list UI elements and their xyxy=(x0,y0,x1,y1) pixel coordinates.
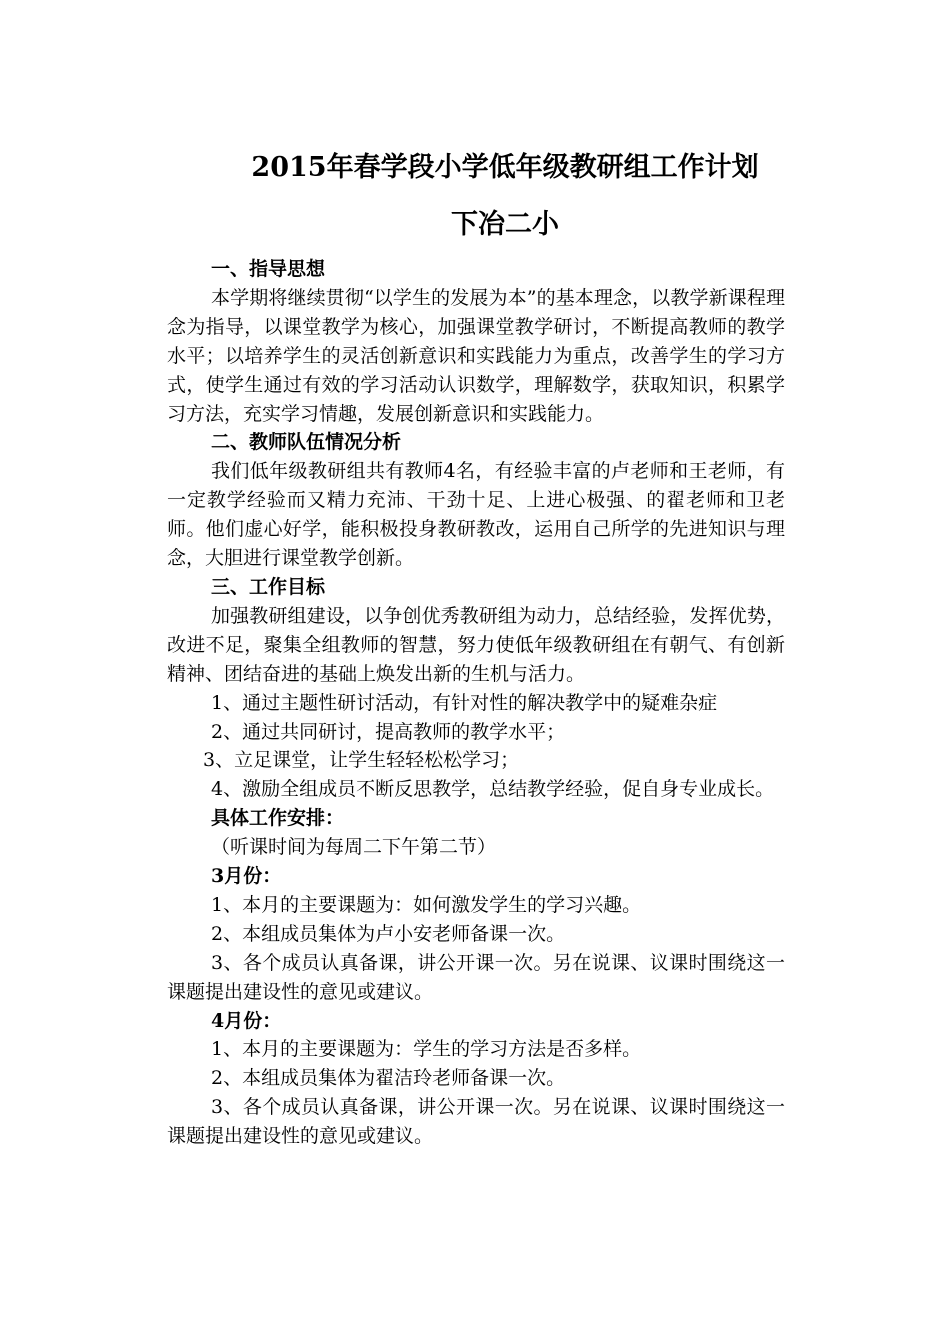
document-body xyxy=(167,255,785,1151)
document-title: 2015年春学段小学低年级教研组工作计划 xyxy=(251,152,759,183)
goal-item-2: 2、通过共同研讨，提高教师的教学水平； xyxy=(211,720,566,743)
paragraph-teacher-analysis: 我们低年级教研组共有教师4名，有经验丰富的卢老师和王老师，有一定教学经验而又精力充沛、干劲十足、上进心极强、的翟老师和卫老师。他们虚心好学，能积极投身教研教改，运用自己所学的先进知识与理念，大胆进行课堂教学创新。 xyxy=(167,460,785,570)
goal-item-1: 1、通过主题性研讨活动，有针对性的解决教学中的疑难杂症 xyxy=(211,691,718,714)
section-heading-march: 3月份： xyxy=(211,865,282,888)
march-item-2: 2、本组成员集体为卢小安老师备课一次。 xyxy=(211,922,566,945)
section-heading-guiding-thought: 一、指导思想 xyxy=(211,258,326,280)
document-subtitle: 下冶二小 xyxy=(451,209,559,240)
goal-item-3: 3、立足课堂，让学生轻轻松松学习； xyxy=(203,749,520,772)
goal-item-4: 4、激励全组成员不断反思教学，总结教学经验，促自身专业成长。 xyxy=(211,778,775,801)
schedule-note: （听课时间为每周二下午第二节） xyxy=(211,836,497,859)
march-item-3: 3、各个成员认真备课，讲公开课一次。另在说课、议课时围绕这一课题提出建设性的意见或建议。 xyxy=(167,951,785,1003)
paragraph-work-goals: 加强教研组建设，以争创优秀教研组为动力，总结经验，发挥优势，改进不足，聚集全组教师的智慧，努力使低年级教研组在有朝气、有创新精神、团结奋进的基础上焕发出新的生机与活力。 xyxy=(167,604,785,685)
april-item-1: 1、本月的主要课题为：学生的学习方法是否多样。 xyxy=(211,1038,642,1061)
section-heading-teacher-analysis: 二、教师队伍情况分析 xyxy=(211,431,402,454)
march-item-1: 1、本月的主要课题为：如何激发学生的学习兴趣。 xyxy=(211,893,642,916)
paragraph-guiding-thought: 本学期将继续贯彻“以学生的发展为本”的基本理念，以教学新课程理念为指导，以课堂教学为核心，加强课堂教学研讨，不断提高教师的教学水平；以培养学生的灵活创新意识和实践能力为重点，改善学生的学习方式，使学生通过有效的学习活动认识数学，理解数学，获取知识，积累学习方法，充实学习情趣，发展创新意识和实践能力。 xyxy=(167,286,785,425)
april-item-3: 3、各个成员认真备课，讲公开课一次。另在说课、议课时围绕这一课题提出建设性的意见或建议。 xyxy=(167,1096,785,1148)
april-item-2: 2、本组成员集体为翟洁玲老师备课一次。 xyxy=(211,1067,566,1090)
section-heading-april: 4月份： xyxy=(211,1009,282,1032)
section-heading-work-goals: 三、工作目标 xyxy=(211,575,326,598)
section-heading-schedule: 具体工作安排： xyxy=(211,807,345,830)
